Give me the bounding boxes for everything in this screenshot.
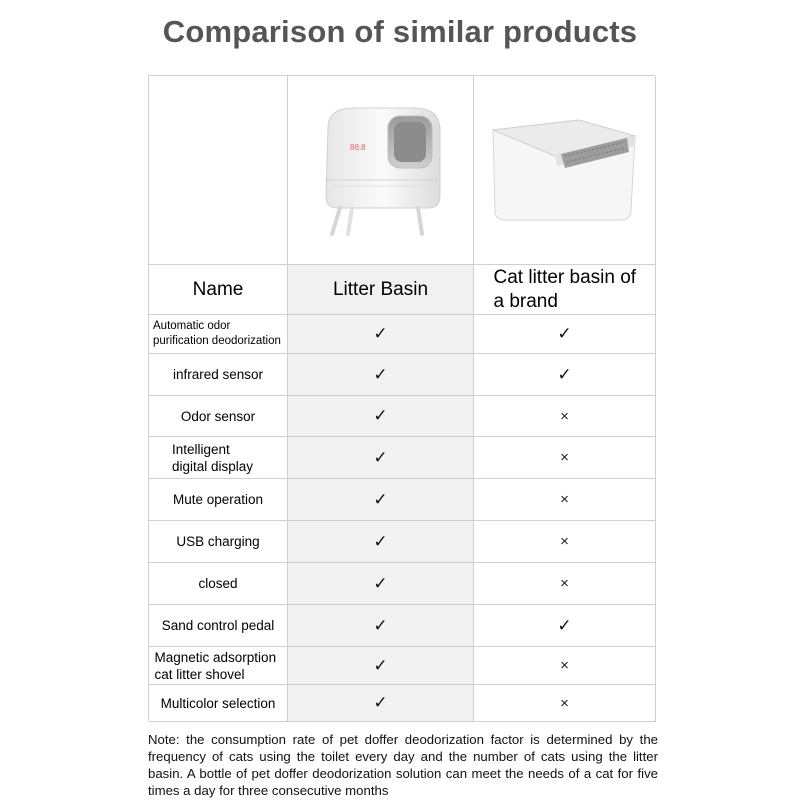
- check-icon: ✓: [373, 447, 388, 467]
- feature-label: Multicolor selection: [160, 695, 276, 711]
- product1-value: [288, 563, 474, 605]
- comparison-table: [148, 75, 655, 721]
- product2-value: [474, 521, 656, 563]
- product1-value: [288, 396, 474, 437]
- footnote: Note: the consumption rate of pet doffer deodorization factor is determined by the frequency of cats using the toilet every day and the number of cats using the litter basin. A bottle of pet doffer deodorization solution can meet the needs of a cat for five times a day for three consecutive months: [148, 732, 658, 798]
- feature-cell: [149, 521, 288, 563]
- product1-value: [288, 354, 474, 396]
- feature-cell: [149, 605, 288, 647]
- check-icon: ✓: [373, 406, 388, 425]
- check-icon: ✓: [373, 489, 388, 509]
- check-icon: ✓: [373, 615, 388, 635]
- check-icon: ✓: [373, 364, 388, 384]
- feature-label: Automatic odor purification deodorization: [153, 320, 281, 347]
- svg-text:88:8: 88:8: [349, 143, 366, 152]
- check-icon: ✓: [373, 573, 388, 593]
- product2-image: [474, 76, 656, 265]
- header-product2: [474, 265, 656, 315]
- product1-value: [288, 479, 474, 521]
- product2-value: [474, 563, 656, 605]
- product2-value: [474, 647, 656, 685]
- feature-label: infrared sensor: [172, 367, 264, 382]
- cross-icon: ×: [560, 533, 569, 550]
- feature-cell: [149, 315, 288, 354]
- feature-cell: [149, 396, 288, 437]
- product2-value: [474, 479, 656, 521]
- page-title: Comparison of similar products: [162, 14, 638, 49]
- feature-label: Mute operation: [172, 492, 264, 507]
- header-name: [149, 265, 288, 315]
- empty-header-cell: [149, 76, 288, 265]
- product1-image: [288, 76, 474, 265]
- cross-icon: ×: [560, 657, 569, 674]
- check-icon: ✓: [373, 693, 388, 712]
- check-icon: ✓: [373, 531, 388, 551]
- feature-cell: [149, 685, 288, 722]
- check-icon: ✓: [557, 364, 572, 384]
- header-name-label: Name: [192, 278, 244, 300]
- feature-label: Sand control pedal: [161, 618, 275, 633]
- feature-cell: [149, 354, 288, 396]
- product2-value: [474, 437, 656, 479]
- cross-icon: ×: [560, 694, 569, 712]
- feature-label: USB charging: [176, 534, 260, 549]
- check-icon: ✓: [557, 615, 572, 635]
- product1-value: [288, 647, 474, 685]
- check-icon: ✓: [373, 324, 388, 343]
- feature-cell: [149, 563, 288, 605]
- product1-value: [288, 315, 474, 354]
- check-icon: ✓: [373, 655, 388, 675]
- feature-label: closed: [198, 576, 238, 591]
- feature-cell: [149, 647, 288, 685]
- feature-label: Magnetic adsorption cat litter shovel: [154, 649, 277, 682]
- cross-icon: ×: [560, 407, 569, 425]
- product1-value: [288, 685, 474, 722]
- feature-cell: [149, 437, 288, 479]
- product1-value: [288, 437, 474, 479]
- header-product1-label: Litter Basin: [332, 278, 429, 300]
- check-icon: ✓: [557, 324, 572, 343]
- product2-value: [474, 315, 656, 354]
- product2-value: [474, 605, 656, 647]
- product2-value: [474, 685, 656, 722]
- product2-value: [474, 354, 656, 396]
- feature-label: Intelligent digital display: [172, 441, 254, 474]
- header-product1: [288, 265, 474, 315]
- product2-value: [474, 396, 656, 437]
- product1-value: [288, 605, 474, 647]
- feature-label: Odor sensor: [180, 408, 256, 424]
- feature-cell: [149, 479, 288, 521]
- cross-icon: ×: [560, 491, 569, 508]
- cross-icon: ×: [560, 449, 569, 466]
- cross-icon: ×: [560, 575, 569, 592]
- header-product2-label: Cat litter basin of a brand: [493, 266, 637, 312]
- product1-value: [288, 521, 474, 563]
